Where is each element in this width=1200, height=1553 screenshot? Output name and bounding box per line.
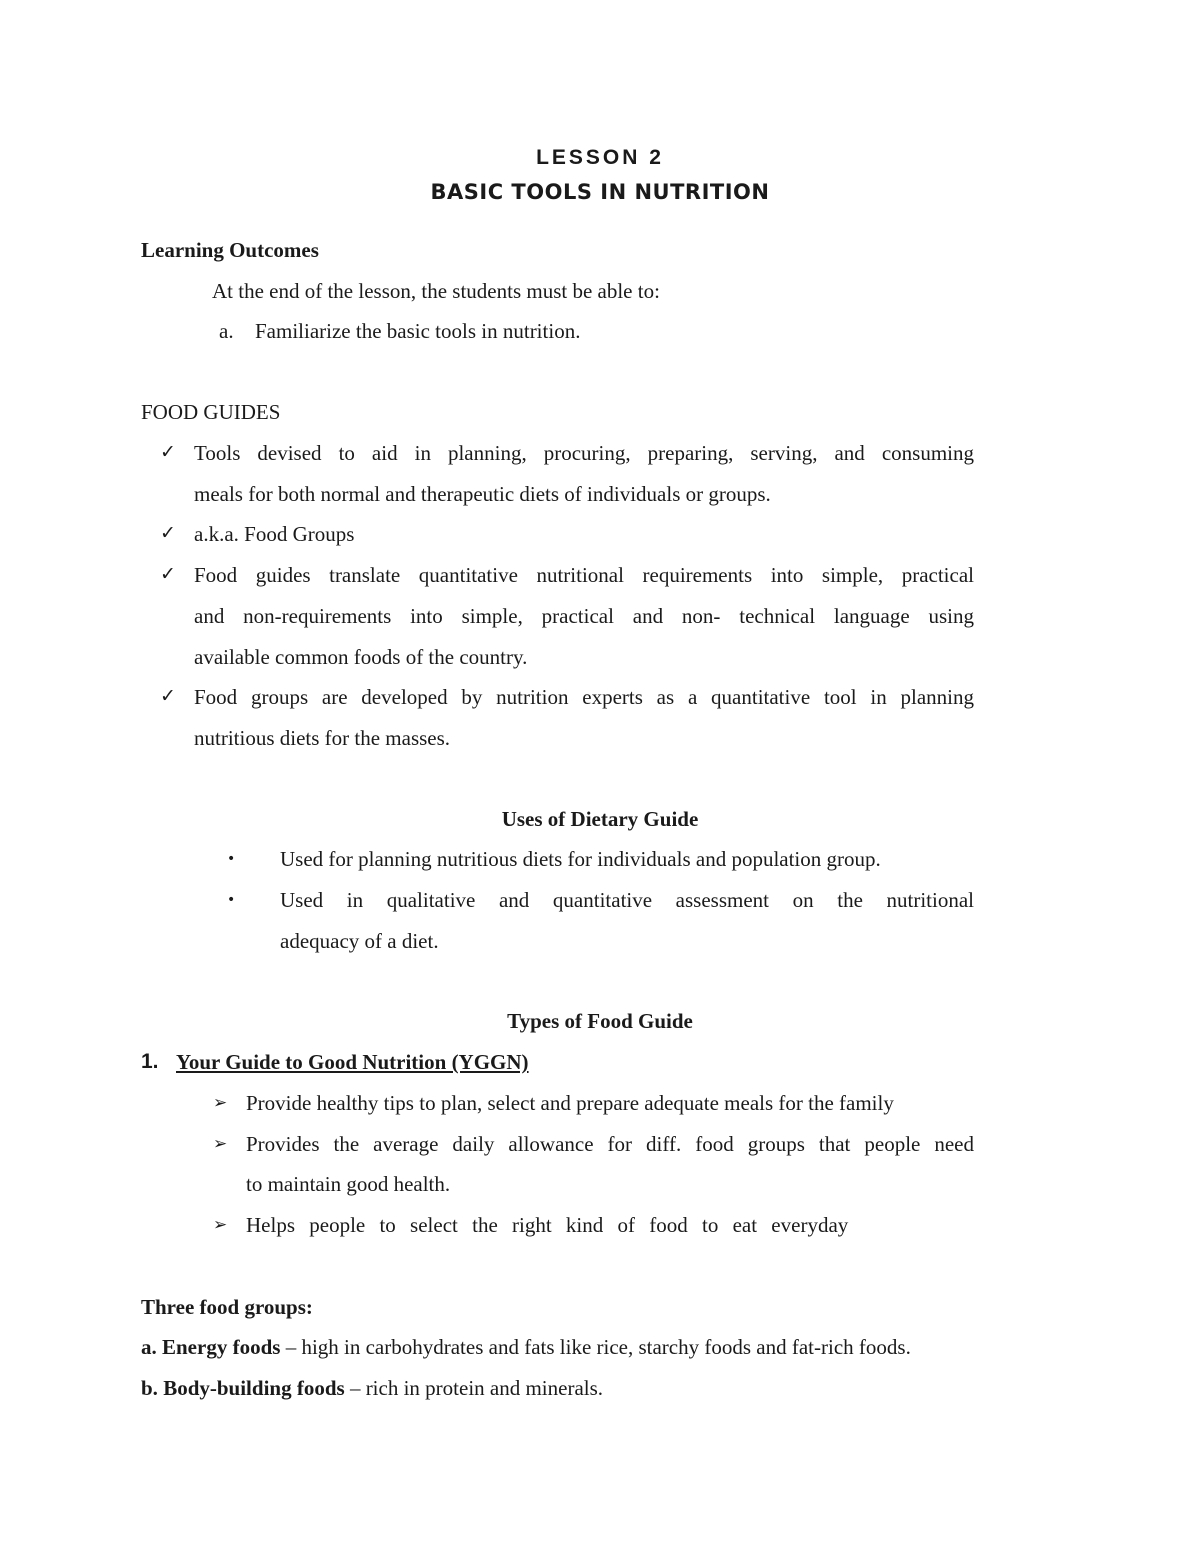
food-guide-line: Food groups are developed by nutrition experts as a quantitative tool in planning — [194, 685, 974, 709]
type-point-line: Provides the average daily allowance for diff. food groups that people need — [246, 1132, 974, 1156]
arrow-bullet-icon: ➢ — [213, 1215, 228, 1235]
outcome-text: Familiarize the basic tools in nutrition. — [255, 319, 581, 343]
food-guide-line: available common foods of the country. — [194, 645, 528, 669]
use-line: Used for planning nutritious diets for individuals and population group. — [280, 847, 881, 871]
learning-outcomes-intro: At the end of the lesson, the students must be able to: — [212, 279, 660, 303]
bullet-icon: • — [227, 851, 236, 867]
outcome-marker: a. — [219, 319, 234, 343]
lesson-number: LESSON 2 — [536, 146, 664, 169]
uses-heading: Uses of Dietary Guide — [501, 807, 699, 831]
check-icon: ✓ — [160, 563, 176, 585]
food-group-desc: – rich in protein and minerals. — [344, 1376, 604, 1400]
arrow-bullet-icon: ➢ — [213, 1134, 228, 1154]
check-icon: ✓ — [160, 441, 176, 463]
food-guides-heading: FOOD GUIDES — [141, 400, 281, 424]
food-group-marker: b. — [141, 1376, 158, 1400]
food-group-item — [141, 1335, 911, 1360]
food-group-marker: a. — [141, 1335, 157, 1359]
types-heading: Types of Food Guide — [507, 1009, 693, 1033]
use-line: adequacy of a diet. — [280, 929, 439, 953]
food-guide-line: a.k.a. Food Groups — [194, 522, 355, 546]
check-icon: ✓ — [160, 685, 176, 707]
food-group-desc: – high in carbohydrates and fats like rice, starchy foods and fat-rich foods. — [280, 1335, 911, 1359]
food-guide-line: nutritious diets for the masses. — [194, 726, 451, 750]
arrow-bullet-icon: ➢ — [213, 1093, 228, 1113]
check-icon: ✓ — [160, 522, 176, 544]
learning-outcomes-heading: Learning Outcomes — [141, 238, 319, 262]
type-point-line: to maintain good health. — [246, 1172, 451, 1196]
food-guide-line: meals for both normal and therapeutic diets of individuals or groups. — [194, 482, 771, 506]
type-number: 1. — [141, 1050, 159, 1073]
food-group-term: Body-building foods — [163, 1376, 345, 1400]
type-point-line: Provide healthy tips to plan, select and prepare adequate meals for the family — [246, 1091, 894, 1115]
type-title: Your Guide to Good Nutrition (YGGN) — [176, 1050, 529, 1074]
lesson-title: BASIC TOOLS IN NUTRITION — [430, 180, 770, 204]
food-group-item — [141, 1376, 603, 1401]
three-groups-heading: Three food groups: — [141, 1295, 313, 1319]
type-point-line: Helps people to select the right kind of food to eat everyday — [246, 1213, 849, 1237]
food-guide-line: Tools devised to aid in planning, procuring, preparing, serving, and consuming — [194, 441, 974, 465]
food-group-term: Energy foods — [162, 1335, 281, 1359]
use-line: Used in qualitative and quantitative assessment on the nutritional — [280, 888, 974, 912]
bullet-icon: • — [227, 892, 236, 908]
food-guide-line: Food guides translate quantitative nutritional requirements into simple, practical — [194, 563, 974, 587]
food-guide-line: and non-requirements into simple, practical and non- technical language using — [194, 604, 974, 628]
